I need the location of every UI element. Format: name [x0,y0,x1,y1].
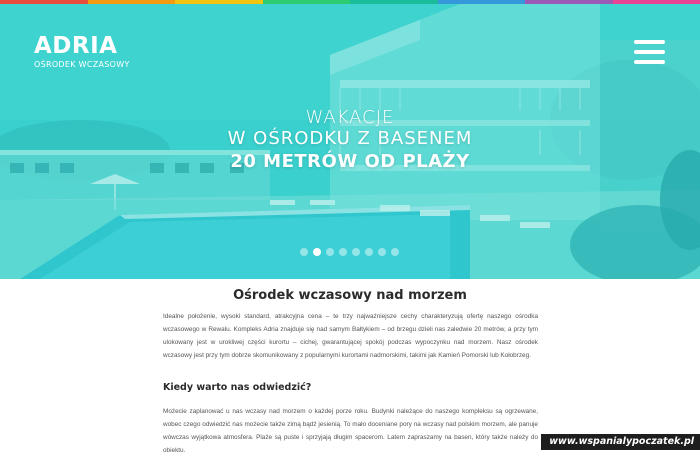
slider-dot-6[interactable] [365,248,373,256]
logo-subtitle: OŚRODEK WCZASOWY [34,60,130,69]
menu-bar [634,50,665,54]
color-strip-segment [438,0,526,4]
hero-headline [200,108,500,173]
main-content [0,279,700,450]
color-strip [0,0,700,4]
slider-dot-1[interactable] [300,248,308,256]
intro-paragraph: Idealne położenie, wysoki standard, atrakcyjna cena – te trzy najważniejsze cechy charakteryzują ofertę naszego ośrodka wczasowego w Rewalu. Kompleks Adria znajduje się nad samym Bałtykiem – od brzegu dzieli nas zaledwie 20 metrów, a przy tym ulokowany jest w urokliwej części kurortu – cichej, gwarantującej spokój podczas wypoczynku nad morzem. Nasz ośrodek wczasowy jest przy tym dobrze skomunikowany z popularnymi kurortami nadmorskimi, takimi jak Kamień Pomorski lub Kołobrzeg. [163,310,538,362]
slider-dot-4[interactable] [339,248,347,256]
menu-bar [634,60,665,64]
slider-dot-3[interactable] [326,248,334,256]
color-strip-segment [525,0,613,4]
hamburger-menu-icon[interactable] [634,40,665,64]
slider-dot-2[interactable] [313,248,321,256]
hero-line-1: WAKACJE [200,108,500,128]
hero-line-3: 20 METRÓW OD PLAŻY [200,150,500,173]
page-title: Ośrodek wczasowy nad morzem [0,288,700,303]
site-logo[interactable] [34,34,130,69]
color-strip-segment [613,0,700,4]
color-strip-segment [175,0,263,4]
slider-dot-7[interactable] [378,248,386,256]
menu-bar [634,40,665,44]
watermark: www.wspanialypoczatek.pl [541,434,700,450]
color-strip-segment [88,0,176,4]
color-strip-segment [350,0,438,4]
color-strip-segment [263,0,351,4]
hero-line-2: W OŚRODKU Z BASENEM [200,128,500,150]
section-paragraph: Możecie zaplanować u nas wczasy nad morzem o każdej porze roku. Budynki należące do naszego kompleksu są ogrzewane, wobec czego odwiedzić nas możecie także zimą bądź jesienią. To mało doceniane pory na wczasy nad polskim morzem, ale panuje wówczas wyjątkowa atmosfera. Plaże są puste i sprzyjają długim spacerom. Latem zapraszamy na basen, który także należy do obiektu. [163,405,538,457]
logo-name: ADRIA [34,34,130,58]
slider-dot-8[interactable] [391,248,399,256]
section-title: Kiedy warto nas odwiedzić? [163,382,311,393]
slider-pagination [300,248,399,256]
color-strip-segment [0,0,88,4]
slider-dot-5[interactable] [352,248,360,256]
